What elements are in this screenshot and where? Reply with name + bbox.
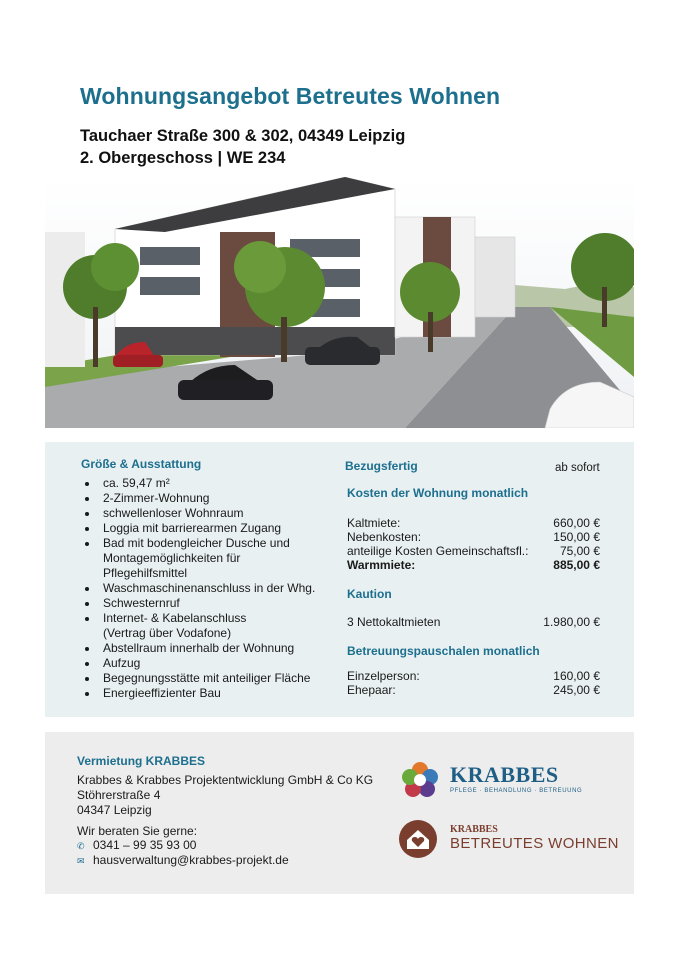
cost-total-label: Warmmiete: bbox=[347, 558, 416, 572]
care-value: 160,00 € bbox=[553, 669, 600, 683]
city: 04347 Leipzig bbox=[77, 803, 152, 817]
cost-row bbox=[347, 517, 600, 529]
feature-item: Waschmaschinenanschluss in der Whg. bbox=[81, 581, 315, 596]
features-heading: Größe & Ausstattung bbox=[81, 457, 202, 471]
betreutes-wohnen-logo bbox=[398, 817, 619, 861]
phone-line[interactable] bbox=[77, 838, 196, 853]
feature-item: Internet- & Kabelanschluss bbox=[81, 611, 315, 626]
feature-item: Loggia mit barrierearmen Zugang bbox=[81, 521, 315, 536]
street: Stöhrerstraße 4 bbox=[77, 788, 161, 802]
care-row bbox=[347, 670, 600, 682]
building-rendering-image bbox=[45, 177, 634, 428]
deposit-row bbox=[347, 616, 600, 628]
cost-label: Kaltmiete: bbox=[347, 516, 401, 530]
cost-value: 660,00 € bbox=[553, 516, 600, 530]
krabbes-wordmark: KRABBES bbox=[450, 762, 559, 787]
page-title: Wohnungsangebot Betreutes Wohnen bbox=[80, 83, 501, 109]
availability-value: ab sofort bbox=[555, 462, 600, 474]
feature-item: Energieeffizienter Bau bbox=[81, 686, 315, 701]
feature-item-continuation: (Vertrag über Vodafone) bbox=[103, 626, 232, 640]
cost-total-value: 885,00 € bbox=[553, 558, 600, 572]
feature-item: 2-Zimmer-Wohnung bbox=[81, 491, 315, 506]
email-link[interactable]: hausverwaltung@krabbes-projekt.de bbox=[93, 853, 289, 867]
care-heading: Betreuungspauschalen monatlich bbox=[347, 644, 540, 658]
advice-text: Wir beraten Sie gerne: bbox=[77, 824, 198, 838]
feature-item: Schwesternruf bbox=[81, 596, 315, 611]
krabbes-flower-icon bbox=[398, 758, 442, 802]
phone-number[interactable]: 0341 – 99 35 93 00 bbox=[93, 838, 197, 852]
feature-item: Begegnungsstätte mit anteiliger Fläche bbox=[81, 671, 315, 686]
contact-heading: Vermietung KRABBES bbox=[77, 754, 206, 768]
deposit-value: 1.980,00 € bbox=[543, 615, 600, 629]
cost-value: 150,00 € bbox=[553, 530, 600, 544]
feature-item: Abstellraum innerhalb der Wohnung bbox=[81, 641, 315, 656]
contact-panel bbox=[45, 732, 634, 894]
cost-label: Nebenkosten: bbox=[347, 530, 422, 544]
email-line[interactable] bbox=[77, 853, 289, 868]
envelope-icon: ✉ bbox=[77, 856, 85, 866]
cost-row bbox=[347, 545, 600, 557]
care-label: Einzelperson: bbox=[347, 669, 420, 683]
cost-value: 75,00 € bbox=[559, 544, 600, 558]
care-row bbox=[347, 684, 600, 696]
feature-item: Bad mit bodengleicher Dusche und bbox=[81, 536, 315, 551]
feature-item-continuation: Pflegehilfsmittel bbox=[103, 566, 188, 580]
costs-heading: Kosten der Wohnung monatlich bbox=[347, 486, 529, 500]
krabbes-logo bbox=[398, 758, 583, 802]
feature-item: schwellenloser Wohnraum bbox=[81, 506, 315, 521]
bw-wordmark-bottom: BETREUTES WOHNEN bbox=[450, 835, 619, 852]
features-list bbox=[81, 476, 315, 701]
phone-icon: ✆ bbox=[77, 841, 85, 851]
feature-item: ca. 59,47 m² bbox=[81, 476, 315, 491]
care-value: 245,00 € bbox=[553, 683, 600, 697]
cost-total-row bbox=[347, 559, 600, 571]
krabbes-tagline: PFLEGE · BEHANDLUNG · BETREUUNG bbox=[450, 788, 583, 794]
feature-item-continuation: Montagemöglichkeiten für bbox=[103, 551, 241, 565]
cost-label: anteilige Kosten Gemeinschaftsfl.: bbox=[347, 544, 529, 558]
deposit-label: 3 Nettokaltmieten bbox=[347, 615, 441, 629]
care-label: Ehepaar: bbox=[347, 683, 396, 697]
feature-item: Aufzug bbox=[81, 656, 315, 671]
deposit-heading: Kaution bbox=[347, 587, 392, 601]
company-name: Krabbes & Krabbes Projektentwicklung GmbH & Co KG bbox=[77, 773, 374, 787]
bw-wordmark-top: KRABBES bbox=[450, 824, 498, 835]
info-panel bbox=[45, 442, 634, 717]
availability-label: Bezugsfertig bbox=[345, 459, 418, 473]
unit-line: 2. Obergeschoss | WE 234 bbox=[80, 149, 286, 167]
house-heart-icon bbox=[398, 819, 438, 859]
cost-row bbox=[347, 531, 600, 543]
address-line: Tauchaer Straße 300 & 302, 04349 Leipzig bbox=[80, 127, 406, 145]
